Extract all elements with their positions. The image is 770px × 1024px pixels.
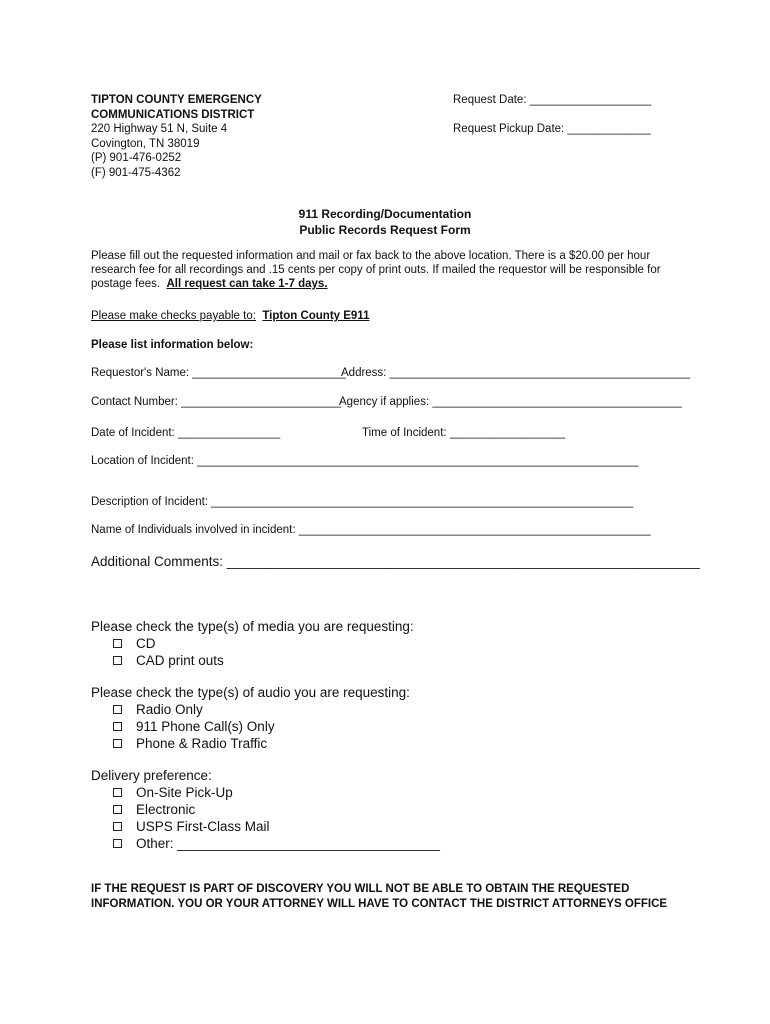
org-address-line1: 220 Highway 51 N, Suite 4 (91, 123, 228, 135)
checks-payee: Tipton County E911 (262, 310, 370, 322)
list-info-heading: Please list information below: (91, 339, 254, 351)
checkbox-icon[interactable] (113, 822, 122, 831)
additional-comments-field[interactable] (91, 553, 700, 570)
processing-time-notice: All request can take 1-7 days. (166, 278, 328, 290)
checkbox-icon[interactable] (113, 722, 122, 731)
media-option-label: CD (136, 636, 156, 651)
checkbox-icon[interactable] (113, 788, 122, 797)
checkbox-icon[interactable] (113, 739, 122, 748)
delivery-option-label: Other: ___________________________________ (136, 836, 441, 851)
checkbox-icon[interactable] (113, 839, 122, 848)
delivery-option-label: On-Site Pick-Up (136, 785, 233, 800)
org-name-line2: COMMUNICATIONS DISTRICT (91, 108, 255, 121)
audio-option-label: Radio Only (136, 702, 203, 717)
checkbox-icon[interactable] (113, 656, 122, 665)
requestor-name-field[interactable]: Requestor's Name: ________________________ (91, 367, 346, 379)
individuals-involved-field[interactable]: Name of Individuals involved in incident: _______________________________________________________ (91, 524, 651, 536)
delivery-preference-heading: Delivery preference: (91, 768, 212, 783)
discovery-notice-line2: INFORMATION. YOU OR YOUR ATTORNEY WILL HAVE TO CONTACT THE DISTRICT ATTORNEYS OFFICE (91, 897, 668, 910)
org-fax: (F) 901-475-4362 (91, 166, 181, 179)
contact-number-field[interactable]: Contact Number: _________________________ (91, 396, 342, 408)
date-of-incident-field[interactable]: Date of Incident: ________________ (91, 427, 281, 439)
form-title-line1: 911 Recording/Documentation (298, 207, 472, 221)
delivery-option-usps-mail[interactable] (113, 818, 270, 835)
intro-line3 (91, 277, 328, 292)
additional-comments-text: Additional Comments: _______________________________________________________________ (91, 554, 700, 569)
time-of-incident-field[interactable]: Time of Incident: __________________ (362, 427, 565, 439)
media-option-label: CAD print outs (136, 653, 224, 668)
audio-type-heading: Please check the type(s) of audio you are requesting: (91, 685, 410, 700)
audio-option-911-phone-calls[interactable] (113, 718, 275, 735)
delivery-option-on-site-pickup[interactable] (113, 784, 233, 801)
media-option-cad-print-outs[interactable] (113, 652, 224, 669)
audio-option-phone-radio-traffic[interactable] (113, 735, 267, 752)
checks-payable-label: Please make checks payable to: (91, 310, 256, 322)
agency-field[interactable]: Agency if applies: _______________________________________ (339, 396, 682, 408)
delivery-option-label: Electronic (136, 802, 196, 817)
audio-option-radio-only[interactable] (113, 701, 203, 718)
form-title-line2: Public Records Request Form (299, 223, 471, 237)
media-option-cd[interactable] (113, 635, 156, 652)
description-of-incident-field[interactable]: Description of Incident: __________________________________________________________________ (91, 496, 634, 508)
delivery-option-label: USPS First-Class Mail (136, 819, 270, 834)
intro-line1: Please fill out the requested information and mail or fax back to the above location. There is a $20.00 per hour (91, 250, 651, 262)
request-date-field[interactable]: Request Date: ___________________ (453, 94, 652, 106)
org-name-line1: TIPTON COUNTY EMERGENCY (91, 94, 262, 106)
checkbox-icon[interactable] (113, 639, 122, 648)
audio-option-label: Phone & Radio Traffic (136, 736, 268, 751)
checkbox-icon[interactable] (113, 805, 122, 814)
request-pickup-date-field[interactable]: Request Pickup Date: _____________ (453, 123, 651, 135)
discovery-notice-line1: IF THE REQUEST IS PART OF DISCOVERY YOU WILL NOT BE ABLE TO OBTAIN THE REQUESTED (91, 883, 630, 895)
intro-line3-text: postage fees. (91, 278, 167, 290)
org-address-line2: Covington, TN 38019 (91, 137, 200, 150)
audio-option-label: 911 Phone Call(s) Only (136, 719, 275, 734)
org-phone: (P) 901-476-0252 (91, 152, 182, 164)
checks-payable-line (91, 309, 369, 324)
checkbox-icon[interactable] (113, 705, 122, 714)
address-field[interactable]: Address: _______________________________________________ (341, 367, 691, 379)
intro-line2: research fee for all recordings and .15 cents per copy of print outs. If mailed the requestor will be responsible for (91, 264, 661, 276)
media-type-heading: Please check the type(s) of media you are requesting: (91, 619, 414, 634)
location-of-incident-field[interactable]: Location of Incident: _____________________________________________________________________ (91, 455, 639, 467)
delivery-option-other[interactable] (113, 835, 440, 852)
delivery-option-electronic[interactable] (113, 801, 195, 818)
